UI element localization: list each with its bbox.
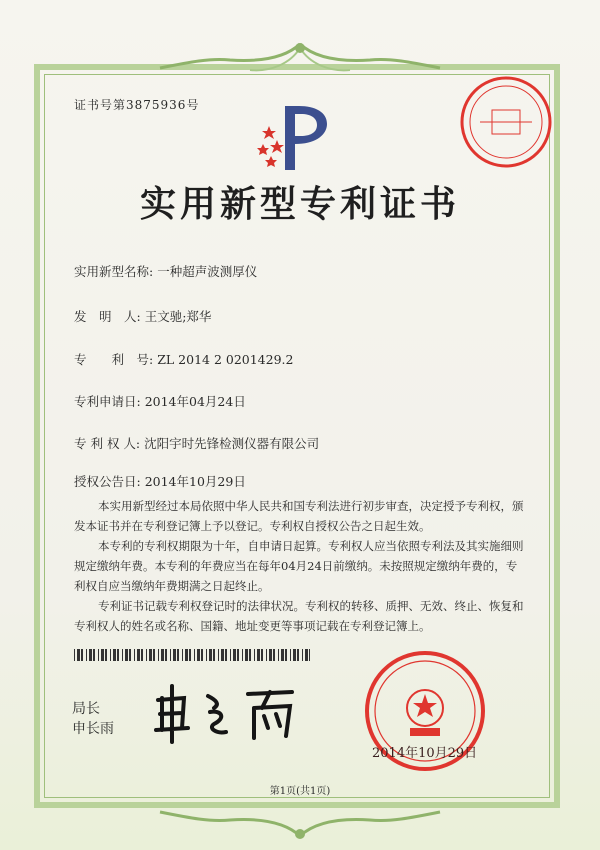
field-label: 专 利 号: <box>74 352 154 367</box>
patent-office-logo-icon <box>255 100 335 174</box>
field-value: 王文驰;郑华 <box>144 309 212 324</box>
field-label: 发 明 人: <box>74 309 141 324</box>
page-number: 第1页(共1页) <box>269 786 331 797</box>
body-paragraph: 本实用新型经过本局依照中华人民共和国专利法进行初步审查，决定授予专利权，颁发本证书并在专利登记簿上予以登记。专利权自授权公告之日起生效。 <box>74 499 524 533</box>
field-label: 专利申请日: <box>74 394 141 409</box>
certificate-title: 实用新型专利证书 <box>139 183 460 225</box>
signatory-title: 局长 <box>72 701 100 717</box>
field-patent-number <box>74 350 293 368</box>
certificate-body <box>74 496 528 636</box>
field-label: 实用新型名称: <box>74 264 154 279</box>
field-inventor <box>74 307 211 325</box>
issue-date: 2014年10月29日 <box>372 746 478 761</box>
field-label: 专 利 权 人: <box>74 436 141 451</box>
barcode-icon <box>74 649 310 661</box>
signature-icon <box>150 678 310 748</box>
top-ornament-icon <box>150 38 450 78</box>
field-utility-name <box>74 262 257 280</box>
certificate-number: 证书号第3875936号 <box>74 98 200 112</box>
field-grant-date <box>74 472 246 490</box>
signatory-name: 申长雨 <box>72 721 114 737</box>
bottom-ornament-icon <box>150 806 450 842</box>
field-value: 一种超声波测厚仪 <box>157 264 258 279</box>
field-patentee <box>74 434 319 452</box>
patent-stamp-icon <box>458 74 554 170</box>
field-value: 沈阳宇时先锋检测仪器有限公司 <box>144 436 320 451</box>
body-paragraph: 本专利的专利权期限为十年，自申请日起算。专利权人应当依照专利法及其实施细则规定缴纳年费。本专利的年费应当在每年04月24日前缴纳。未按照规定缴纳年费的，专利权自应当缴纳年费期满之日起终止。 <box>74 539 524 593</box>
field-value: 2014年04月24日 <box>144 394 246 409</box>
field-label: 授权公告日: <box>74 474 141 489</box>
field-application-date <box>74 392 246 410</box>
body-paragraph: 专利证书记载专利权登记时的法律状况。专利权的转移、质押、无效、终止、恢复和专利权人的姓名或名称、国籍、地址变更等事项记载在专利登记簿上。 <box>74 599 524 633</box>
field-value: ZL 2014 2 0201429.2 <box>157 352 294 367</box>
field-value: 2014年10月29日 <box>144 474 246 489</box>
